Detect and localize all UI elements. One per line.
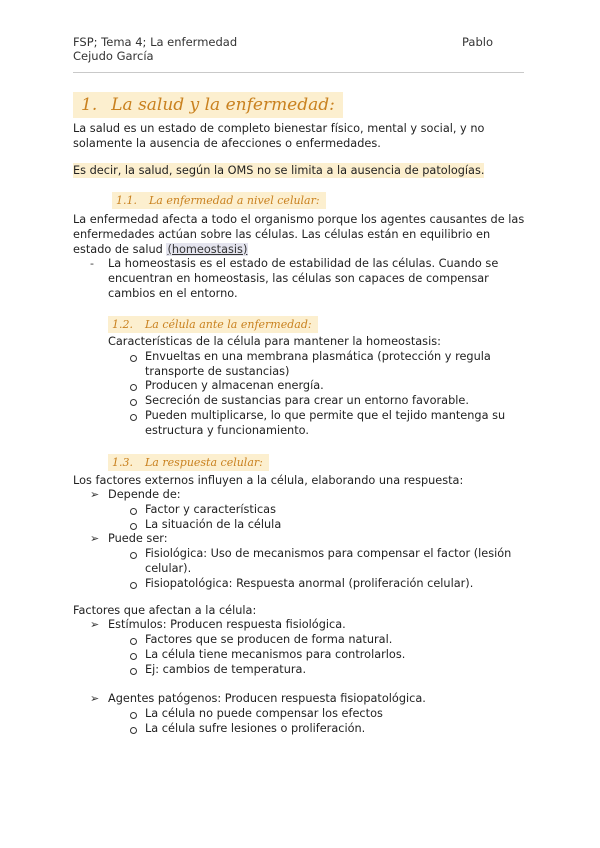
header-author-name: Pablo (462, 35, 493, 49)
circle-bullet-icon (130, 727, 137, 734)
s13-intro: Los factores externos influyen a la célula, elaborando una respuesta: (73, 474, 464, 487)
circle-bullet-icon (130, 653, 137, 660)
homeostasis-link[interactable]: (homeostasis) (167, 242, 248, 256)
circle-bullet-icon (130, 399, 137, 406)
circle-bullet-icon (130, 552, 137, 559)
puede-sub-item: Fisiológica: Uso de mecanismos para compensar el factor (lesión celular). (145, 547, 512, 575)
heading-1-1-number: 1.1. (116, 194, 137, 207)
circle-bullet-icon (130, 523, 137, 530)
arrow-bullet-icon: ➢ (90, 488, 100, 501)
agentes-sub-item: La célula sufre lesiones o proliferación. (145, 722, 366, 735)
s11-paragraph (73, 213, 529, 257)
header-author-surname: Cejudo García (73, 49, 154, 63)
arrow-bullet-icon: ➢ (90, 692, 100, 705)
heading-1 (73, 92, 343, 118)
factores-heading: Factores que afectan a la célula: (73, 604, 257, 617)
header-left (73, 35, 237, 63)
s12-item: Envueltas en una membrana plasmática (protección y regula transporte de sustancias) (145, 350, 491, 378)
puede-sub-item: Fisiopatológica: Respuesta anormal (proliferación celular). (145, 577, 474, 590)
circle-bullet-icon (130, 638, 137, 645)
estimulos-sub-item: Ej: cambios de temperatura. (145, 663, 307, 676)
agentes-item: Agentes patógenos: Producen respuesta fisiopatológica. (108, 692, 426, 705)
header-divider (73, 72, 524, 73)
heading-1-3 (108, 454, 269, 471)
s12-item: Secreción de sustancias para crear un entorno favorable. (145, 394, 469, 407)
heading-1-title: La salud y la enfermedad: (111, 95, 335, 115)
heading-1-2-number: 1.2. (112, 318, 133, 331)
depende-item: Depende de: (108, 488, 181, 501)
estimulos-sub-item: La célula tiene mecanismos para controlarlos. (145, 648, 406, 661)
heading-1-3-number: 1.3. (112, 456, 133, 469)
heading-1-2 (108, 316, 318, 333)
circle-bullet-icon (130, 582, 137, 589)
s11-paragraph-text: La enfermedad afecta a todo el organismo porque los agentes causantes de las enfermedades actúan sobre las células. Las células están en equilibrio en estado de salud (73, 213, 525, 256)
circle-bullet-icon (130, 355, 137, 362)
puede-item: Puede ser: (108, 532, 168, 545)
s11-bullet-item: La homeostasis es el estado de estabilidad de las células. Cuando se encuentran en homeostasis, las células son capaces de compensar cambios en el entorno. (108, 257, 499, 300)
circle-bullet-icon (130, 668, 137, 675)
intro-highlight-paragraph (73, 164, 529, 179)
intro-highlight-text: Es decir, la salud, según la OMS no se limita a la ausencia de patologías. (73, 164, 485, 177)
estimulos-sub-item: Factores que se producen de forma natural. (145, 633, 393, 646)
heading-1-2-title: La célula ante la enfermedad: (145, 318, 312, 331)
s12-item: Producen y almacenan energía. (145, 379, 324, 392)
depende-sub-item: La situación de la célula (145, 518, 282, 531)
heading-1-3-title: La respuesta celular: (145, 456, 263, 469)
heading-1-1-title: La enfermedad a nivel celular: (149, 194, 320, 207)
dash-bullet: - (90, 257, 94, 270)
depende-sub-item: Factor y características (145, 503, 276, 516)
circle-bullet-icon (130, 712, 137, 719)
agentes-sub-item: La célula no puede compensar los efectos (145, 707, 383, 720)
circle-bullet-icon (130, 508, 137, 515)
heading-1-1 (112, 192, 326, 209)
header-title: FSP; Tema 4; La enfermedad (73, 35, 238, 49)
s12-intro: Características de la célula para mantener la homeostasis: (108, 335, 441, 348)
arrow-bullet-icon: ➢ (90, 618, 100, 631)
heading-1-number: 1. (81, 95, 98, 115)
circle-bullet-icon (130, 384, 137, 391)
intro-paragraph: La salud es un estado de completo bienestar físico, mental y social, y no solamente la ausencia de afecciones o enfermedades. (73, 122, 485, 150)
s12-item: Pueden multiplicarse, lo que permite que el tejido mantenga su estructura y funcionamiento. (145, 409, 506, 437)
circle-bullet-icon (130, 414, 137, 421)
arrow-bullet-icon: ➢ (90, 532, 100, 545)
estimulos-item: Estímulos: Producen respuesta fisiológica. (108, 618, 346, 631)
